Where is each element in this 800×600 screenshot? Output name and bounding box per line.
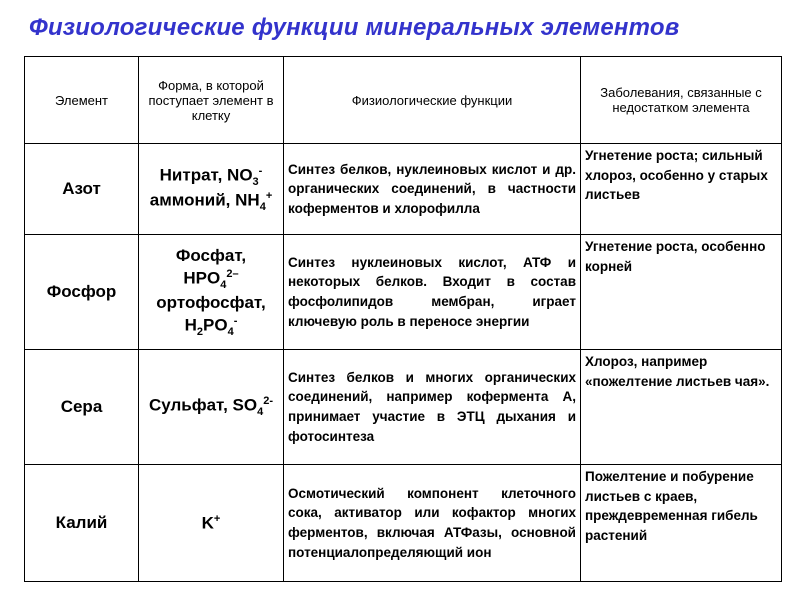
table-row [25, 235, 782, 350]
header-element: Элемент [25, 57, 139, 144]
table-row [25, 350, 782, 465]
element-cell: Калий [25, 465, 139, 582]
element-cell: Фосфор [25, 235, 139, 350]
form-cell: Фосфат, $HPO_4^{2-}$ ортофосфат, $H_2PO_4^-$ [139, 235, 284, 350]
element-cell: Сера [25, 350, 139, 465]
minerals-table [24, 56, 782, 582]
diseases-cell: Угнетение роста, особенно корней [581, 235, 782, 350]
diseases-cell: Пожелтение и побурение листьев с краев, преждевременная гибель растений [581, 465, 782, 582]
header-form: Форма, в которой поступает элемент в клетку [139, 57, 284, 144]
form-cell: K+ [139, 465, 284, 582]
form-cell: Сульфат, $SO_4^{2-}$ [139, 350, 284, 465]
element-cell: Азот [25, 144, 139, 235]
functions-cell: Синтез нуклеиновых кислот, АТФ и некоторых белков. Входит в состав фосфолипидов мембран, играет ключевую роль в переносе энергии [284, 235, 581, 350]
table-row [25, 465, 782, 582]
header-functions: Физиологические функции [284, 57, 581, 144]
form-cell: Нитрат, $NO_3^-$ аммоний, $NH_4^+$ [139, 144, 284, 235]
functions-cell: Синтез белков, нуклеиновых кислот и др. органических соединений, в частности коферментов и хлорофилла [284, 144, 581, 235]
diseases-cell: Хлороз, например «пожелтение листьев чая». [581, 350, 782, 465]
functions-cell: Синтез белков и многих органических соединений, например кофермента А, принимает участие в ЭТЦ дыхания и фотосинтеза [284, 350, 581, 465]
header-row [25, 57, 782, 144]
header-diseases: Заболевания, связанные с недостатком элемента [581, 57, 782, 144]
table-row [25, 144, 782, 235]
diseases-cell: Угнетение роста; сильный хлороз, особенно у старых листьев [581, 144, 782, 235]
functions-cell: Осмотический компонент клеточного сока, активатор или кофактор многих ферментов, включая АТФазы, основной потенциалопределяющий ион [284, 465, 581, 582]
page-title: Физиологические функции минеральных элементов [29, 14, 680, 41]
